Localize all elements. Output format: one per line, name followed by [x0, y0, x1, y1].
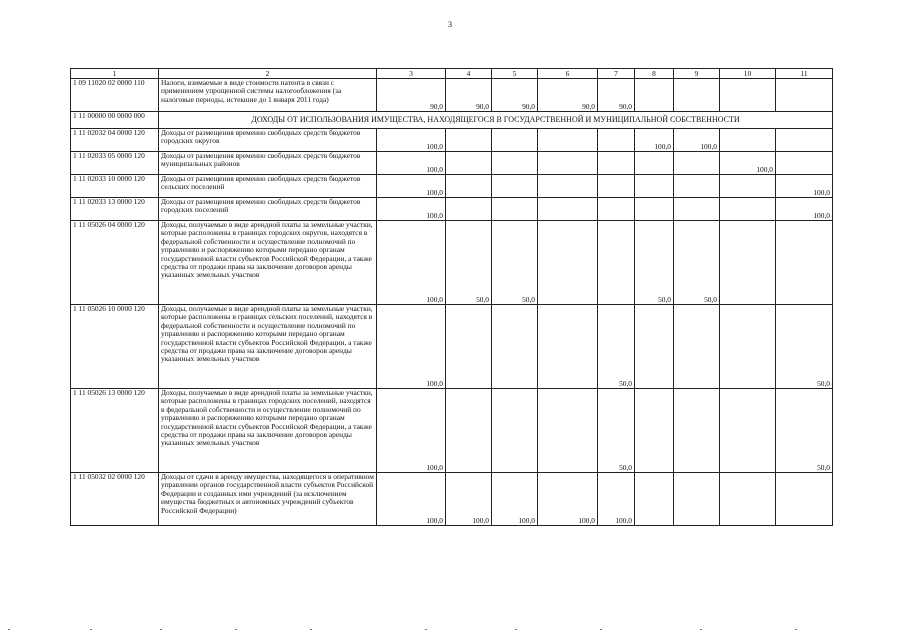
- budget-code-cell: 1 11 05026 04 0000 120: [71, 221, 159, 305]
- header-cell: 10: [720, 69, 776, 79]
- header-cell: 1: [71, 69, 159, 79]
- value-cell: [720, 175, 776, 198]
- header-cell: 8: [635, 69, 674, 79]
- value-cell: 100,0: [674, 129, 720, 152]
- value-cell: [492, 129, 538, 152]
- value-cell: 90,0: [598, 79, 635, 112]
- header-cell: 2: [159, 69, 377, 79]
- revenue-name-cell: Доходы от размещения временно свободных средств бюджетов муниципальных районов: [159, 152, 377, 175]
- value-cell: 90,0: [492, 79, 538, 112]
- header-cell: 6: [538, 69, 598, 79]
- value-cell: [776, 129, 833, 152]
- value-cell: 50,0: [492, 221, 538, 305]
- revenue-name-cell: Доходы, получаемые в виде арендной платы за земельные участки, которые расположены в границах городских округов, находятся в федеральной собственности и осуществление полномочий по управлению и распоряжению которыми передано органам государственной власти субъектов Российской Федерации, а также средства от продажи права на заключение договоров аренды указанных земельных участков: [159, 221, 377, 305]
- value-cell: [635, 198, 674, 221]
- table-row: [71, 221, 833, 305]
- value-cell: 100,0: [377, 473, 446, 526]
- value-cell: [720, 79, 776, 112]
- value-cell: [720, 389, 776, 473]
- table-row: [71, 473, 833, 526]
- table-row: [71, 389, 833, 473]
- value-cell: 100,0: [446, 473, 492, 526]
- value-cell: 100,0: [377, 389, 446, 473]
- value-cell: [598, 221, 635, 305]
- value-cell: [492, 198, 538, 221]
- value-cell: 90,0: [538, 79, 598, 112]
- section-row: [71, 112, 833, 129]
- page-number: 3: [448, 20, 452, 29]
- value-cell: 100,0: [598, 473, 635, 526]
- value-cell: [674, 389, 720, 473]
- value-cell: 100,0: [377, 305, 446, 389]
- header-row: [71, 69, 833, 79]
- revenue-name-cell: Доходы от сдачи в аренду имущества, находящегося в оперативном управлении органов государственной власти субъектов Российской Федерации и созданных ими учреждений (за исключением имущества бюджетных и автономных учреждений субъектов Российской Федерации): [159, 473, 377, 526]
- value-cell: [776, 79, 833, 112]
- value-cell: 90,0: [377, 79, 446, 112]
- budget-code-cell: 1 11 02032 04 0000 120: [71, 129, 159, 152]
- table-row: [71, 152, 833, 175]
- revenue-name-cell: Доходы от размещения временно свободных средств бюджетов городских округов: [159, 129, 377, 152]
- budget-code-cell: 1 11 02033 05 0000 120: [71, 152, 159, 175]
- table-row: [71, 129, 833, 152]
- value-cell: [720, 129, 776, 152]
- value-cell: [776, 152, 833, 175]
- value-cell: [492, 152, 538, 175]
- value-cell: [538, 221, 598, 305]
- revenue-name-cell: Доходы от размещения временно свободных средств бюджетов сельских поселений: [159, 175, 377, 198]
- header-cell: 9: [674, 69, 720, 79]
- value-cell: 100,0: [377, 175, 446, 198]
- value-cell: 50,0: [446, 221, 492, 305]
- value-cell: 100,0: [377, 198, 446, 221]
- table-body: [71, 69, 833, 526]
- value-cell: [538, 152, 598, 175]
- value-cell: [674, 198, 720, 221]
- value-cell: [538, 389, 598, 473]
- value-cell: [635, 389, 674, 473]
- value-cell: [720, 305, 776, 389]
- value-cell: [674, 305, 720, 389]
- value-cell: 50,0: [674, 221, 720, 305]
- value-cell: [635, 152, 674, 175]
- value-cell: 100,0: [635, 129, 674, 152]
- table-row: [71, 305, 833, 389]
- value-cell: [446, 198, 492, 221]
- header-cell: 5: [492, 69, 538, 79]
- budget-code-cell: 1 11 02033 13 0000 120: [71, 198, 159, 221]
- value-cell: [492, 175, 538, 198]
- value-cell: 100,0: [377, 152, 446, 175]
- header-cell: 3: [377, 69, 446, 79]
- table-row: [71, 198, 833, 221]
- header-cell: 7: [598, 69, 635, 79]
- budget-code-cell: 1 11 02033 10 0000 120: [71, 175, 159, 198]
- value-cell: [446, 389, 492, 473]
- value-cell: [674, 175, 720, 198]
- value-cell: [446, 305, 492, 389]
- value-cell: [598, 152, 635, 175]
- header-cell: 11: [776, 69, 833, 79]
- value-cell: [720, 198, 776, 221]
- value-cell: [492, 389, 538, 473]
- value-cell: [776, 221, 833, 305]
- value-cell: 100,0: [776, 175, 833, 198]
- value-cell: [598, 198, 635, 221]
- value-cell: [598, 129, 635, 152]
- table-row: [71, 175, 833, 198]
- value-cell: [776, 473, 833, 526]
- value-cell: [674, 152, 720, 175]
- budget-code-cell: 1 11 05026 13 0000 120: [71, 389, 159, 473]
- value-cell: 50,0: [598, 305, 635, 389]
- budget-code-cell: 1 09 11020 02 0000 110: [71, 79, 159, 112]
- budget-code-cell: 1 11 05032 02 0000 120: [71, 473, 159, 526]
- header-cell: 4: [446, 69, 492, 79]
- revenue-name-cell: Доходы, получаемые в виде арендной платы за земельные участки, которые расположены в границах городских поселений, находятся в федеральной собственности и осуществление полномочий по управлению и распоряжению которыми передано органам государственной власти субъектов Российской Федерации, а также средства от продажи права на заключение договоров аренды указанных земельных участков: [159, 389, 377, 473]
- value-cell: [720, 473, 776, 526]
- value-cell: [446, 129, 492, 152]
- value-cell: 100,0: [776, 198, 833, 221]
- value-cell: 50,0: [635, 221, 674, 305]
- value-cell: [538, 175, 598, 198]
- value-cell: [538, 305, 598, 389]
- value-cell: 90,0: [446, 79, 492, 112]
- table-row: [71, 79, 833, 112]
- value-cell: [538, 198, 598, 221]
- value-cell: 50,0: [598, 389, 635, 473]
- value-cell: [720, 221, 776, 305]
- value-cell: [635, 175, 674, 198]
- revenue-name-cell: Доходы, получаемые в виде арендной платы за земельные участки, которые расположены в границах сельских поселений, находятся в федеральной собственности и осуществление полномочий по управлению и распоряжению которыми передано органам государственной власти субъектов Российской Федерации, а также средства от продажи права на заключение договоров аренды указанных земельных участков: [159, 305, 377, 389]
- value-cell: 100,0: [377, 221, 446, 305]
- revenue-name-cell: Доходы от размещения временно свободных средств бюджетов городских поселений: [159, 198, 377, 221]
- budget-code-cell: 1 11 05026 10 0000 120: [71, 305, 159, 389]
- section-title: ДОХОДЫ ОТ ИСПОЛЬЗОВАНИЯ ИМУЩЕСТВА, НАХОДЯЩЕГОСЯ В ГОСУДАРСТВЕННОЙ И МУНИЦИПАЛЬНОЙ СОБСТВЕННОСТИ: [159, 112, 833, 129]
- value-cell: [635, 79, 674, 112]
- value-cell: [635, 305, 674, 389]
- value-cell: 50,0: [776, 305, 833, 389]
- revenue-table: [70, 68, 833, 526]
- value-cell: 100,0: [377, 129, 446, 152]
- value-cell: 100,0: [538, 473, 598, 526]
- value-cell: [492, 305, 538, 389]
- section-code-cell: 1 11 00000 00 0000 000: [71, 112, 159, 129]
- value-cell: [446, 152, 492, 175]
- value-cell: [674, 79, 720, 112]
- revenue-name-cell: Налоги, взимаемые в виде стоимости патента в связи с применением упрощенной системы налогообложения (за налоговые периоды, истекшие до 1 января 2011 года): [159, 79, 377, 112]
- value-cell: 100,0: [492, 473, 538, 526]
- value-cell: [598, 175, 635, 198]
- value-cell: 50,0: [776, 389, 833, 473]
- value-cell: [446, 175, 492, 198]
- value-cell: [674, 473, 720, 526]
- scan-edge-marks: [0, 625, 905, 635]
- value-cell: 100,0: [720, 152, 776, 175]
- value-cell: [538, 129, 598, 152]
- value-cell: [635, 473, 674, 526]
